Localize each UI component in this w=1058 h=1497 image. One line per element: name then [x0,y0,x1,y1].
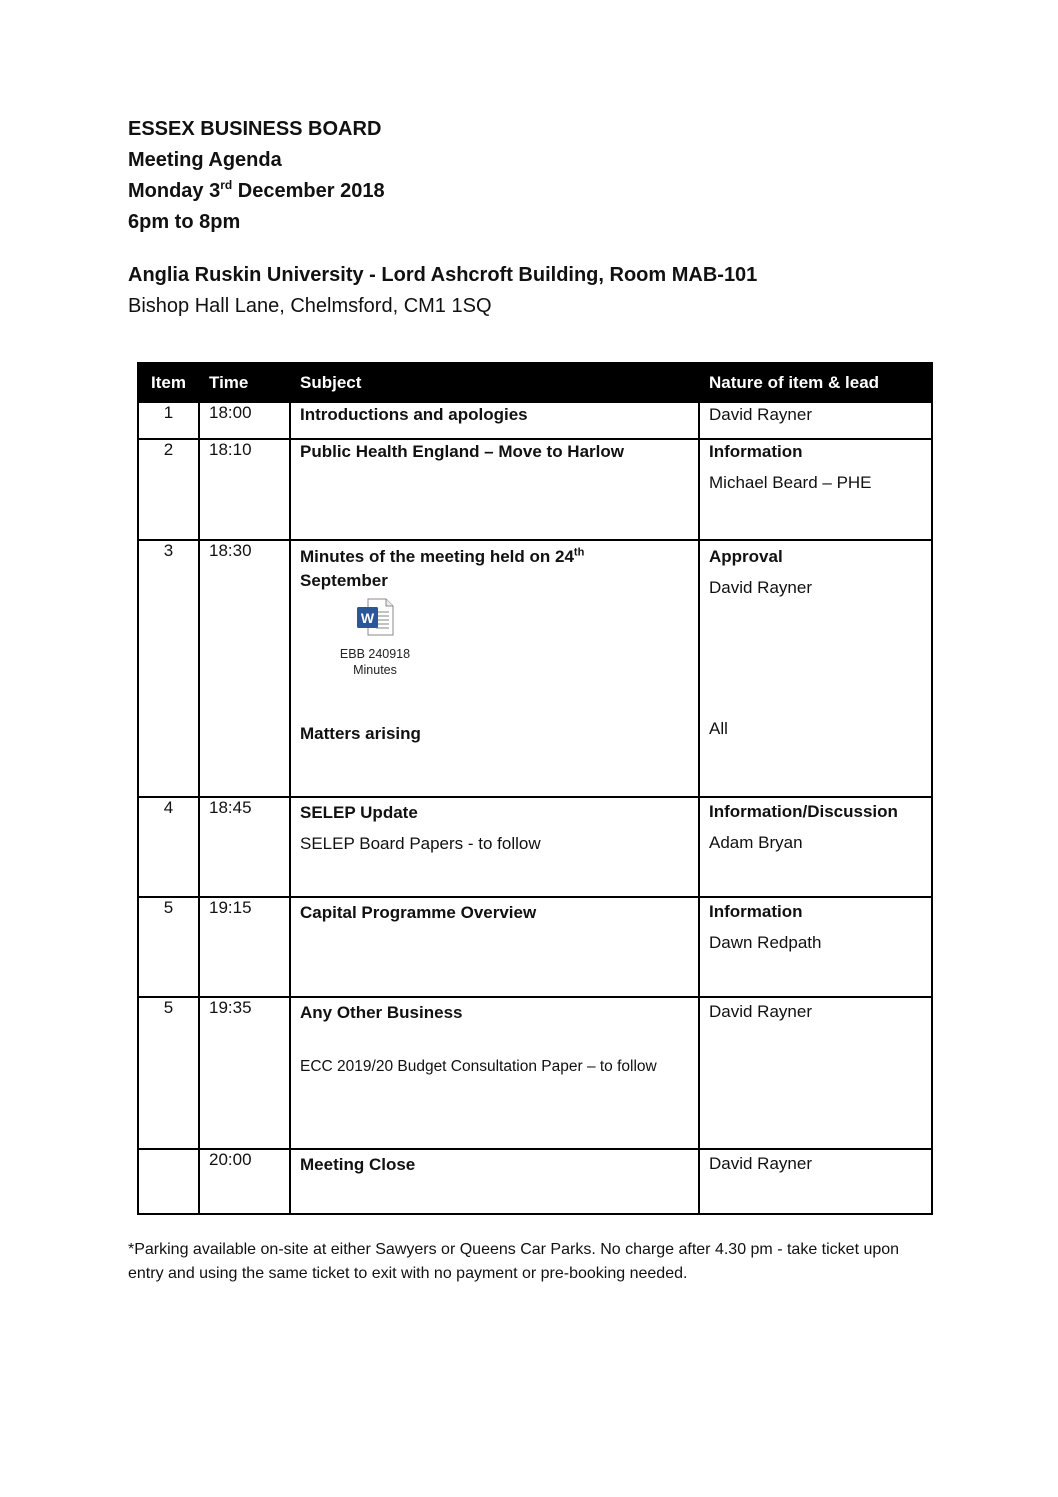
parking-note: *Parking available on-site at either Sawyers or Queens Car Parks. No charge after 4.30 pm - take ticket upon entry and using the same ticket to exit with no payment or pre-booking needed. [128,1241,900,1282]
table-row [138,439,932,540]
item-nature: Information Michael Beard – PHE [699,439,932,540]
table-row [138,897,932,997]
item-time: 19:15 [199,897,290,997]
table-row [138,402,932,439]
item-nature: Information/Discussion Adam Bryan [699,797,932,897]
agenda-header [128,114,385,238]
item-number: 2 [138,439,199,540]
item-subject: Capital Programme Overview [290,897,699,997]
column-header-time: Time [199,363,290,402]
item-time: 18:30 [199,540,290,797]
org-name: ESSEX BUSINESS BOARD [128,118,382,140]
item-number: 1 [138,402,199,439]
item-number: 5 [138,897,199,997]
item-nature: Approval David Rayner All [699,540,932,797]
item-number: 3 [138,540,199,797]
column-header-subject: Subject [290,363,699,402]
table-row [138,540,932,797]
item-time: 18:10 [199,439,290,540]
table-header-row [138,363,932,402]
word-document-icon [355,597,395,637]
item-subject: Any Other Business ECC 2019/20 Budget Consultation Paper – to follow [290,997,699,1149]
item-nature: Information Dawn Redpath [699,897,932,997]
item-lead-secondary: All [709,719,728,738]
document-title: Meeting Agenda [128,149,282,171]
agenda-table [137,362,933,1215]
item-time: 18:45 [199,797,290,897]
venue-building: Anglia Ruskin University - Lord Ashcroft Building, Room MAB-101 [128,264,758,286]
column-header-nature: Nature of item & lead [699,363,932,402]
column-header-item: Item [138,363,199,402]
venue-block [128,260,757,322]
item-time: 18:00 [199,402,290,439]
meeting-time-range: 6pm to 8pm [128,211,241,233]
table-row [138,997,932,1149]
item-subject: Meeting Close [290,1149,699,1214]
table-row [138,797,932,897]
item-number: 5 [138,997,199,1149]
item-nature: David Rayner [699,997,932,1149]
table-row [138,1149,932,1214]
meeting-date: Monday 3rd December 2018 [128,178,385,202]
item-time: 19:35 [199,997,290,1149]
item-nature: David Rayner [699,1149,932,1214]
item-subject: Public Health England – Move to Harlow [290,439,699,540]
attachment-minutes[interactable] [330,597,420,678]
item-time: 20:00 [199,1149,290,1214]
item-subject: SELEP Update SELEP Board Papers - to follow [290,797,699,897]
item-number [138,1149,199,1214]
venue-address: Bishop Hall Lane, Chelmsford, CM1 1SQ [128,295,492,317]
item-subject-secondary: Matters arising [300,724,421,743]
attachment-caption: EBB 240918 Minutes [339,647,411,677]
item-number: 4 [138,797,199,897]
item-subject: Minutes of the meeting held on 24th September W EBB 240918 Minutes Matters arising [290,540,699,797]
item-nature: David Rayner [699,402,932,439]
svg-text:W: W [360,610,375,626]
item-subject: Introductions and apologies [290,402,699,439]
